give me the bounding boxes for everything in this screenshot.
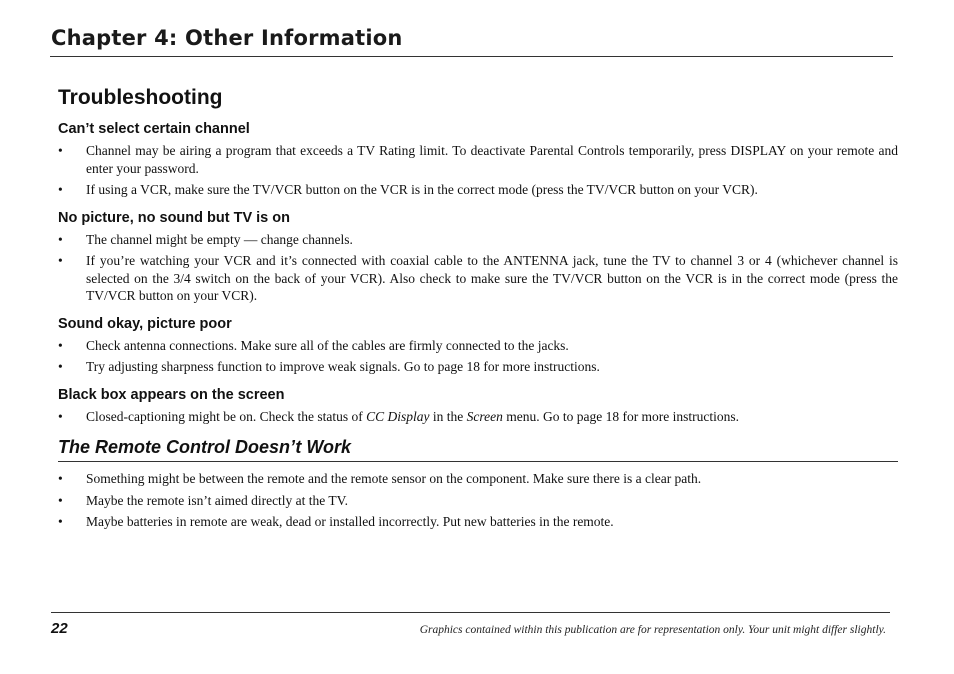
list-item-text-middle: in the — [429, 408, 467, 424]
bullet-icon: • — [58, 492, 63, 508]
list-item-text: The channel might be empty — change channels. — [86, 231, 353, 247]
page-number: 22 — [51, 620, 68, 637]
list-item-text: Maybe the remote isn’t aimed directly at the TV. — [86, 492, 349, 508]
list-item — [58, 492, 898, 510]
list-item — [58, 181, 898, 199]
list-item — [58, 231, 898, 249]
bullet-icon: • — [58, 471, 63, 486]
list-item-text: Try adjusting sharpness function to improve weak signals. Go to page 18 for more instructions. — [86, 359, 600, 374]
trouble-list — [58, 142, 898, 199]
remote-divider — [58, 461, 898, 462]
trouble-heading: Black box appears on the screen — [58, 386, 285, 403]
list-item-text: Maybe batteries in remote are weak, dead or installed incorrectly. Put new batteries in the remote. — [86, 514, 614, 529]
trouble-list — [58, 231, 898, 305]
bullet-icon: • — [58, 231, 63, 247]
list-item-text-after: menu. Go to page 18 for more instructions. — [502, 408, 740, 424]
trouble-list — [58, 408, 898, 426]
bullet-icon: • — [58, 253, 63, 268]
chapter-title: Chapter 4: Other Information — [51, 26, 403, 50]
list-item — [58, 408, 898, 426]
list-item-text: If you’re watching your VCR and it’s connected with coaxial cable to the ANTENNA jack, tune the TV to channel 3 or 4 (whichever channel is selected on the 3/4 switch on the back of your VCR). Also check to make sure the TV/VCR button on the VCR is in the correct mode (press the TV/VCR button on your VCR). — [86, 253, 898, 303]
list-item-text: If using a VCR, make sure the TV/VCR button on the VCR is in the correct mode (press the TV/VCR button on your VCR). — [86, 182, 758, 197]
list-item — [58, 142, 898, 177]
bullet-icon: • — [58, 408, 63, 424]
footer-divider — [51, 612, 890, 613]
trouble-group-black-box — [58, 386, 898, 426]
list-item-text-before: Closed-captioning might be on. Check the status of — [86, 408, 367, 424]
list-item — [58, 470, 898, 488]
bullet-icon: • — [58, 182, 63, 197]
trouble-list — [58, 337, 898, 376]
trouble-heading: No picture, no sound but TV is on — [58, 209, 290, 226]
list-item-text: Something might be between the remote and the remote sensor on the component. Make sure there is a clear path. — [86, 471, 702, 486]
list-item-text: Channel may be airing a program that exceeds a TV Rating limit. To deactivate Parental Controls temporarily, press DISPLAY on your remote and enter your password. — [86, 143, 898, 176]
remote-list — [58, 470, 898, 531]
footer-note: Graphics contained within this publication are for representation only. Your unit might differ slightly. — [419, 624, 886, 636]
page-content — [58, 84, 898, 535]
section-title-troubleshooting: Troubleshooting — [58, 86, 223, 109]
bullet-icon: • — [58, 514, 63, 529]
bullet-icon: • — [58, 337, 63, 353]
menu-item-name-cc-display: CC Display — [366, 408, 430, 424]
list-item-text: Check antenna connections. Make sure all of the cables are firmly connected to the jacks. — [86, 337, 569, 353]
bullet-icon: • — [58, 143, 63, 158]
section-title-remote: The Remote Control Doesn’t Work — [58, 437, 352, 457]
list-item — [58, 358, 898, 376]
trouble-group-no-picture — [58, 209, 898, 305]
list-item — [58, 513, 898, 531]
trouble-group-picture-poor — [58, 315, 898, 376]
chapter-divider — [50, 56, 893, 57]
bullet-icon: • — [58, 359, 63, 374]
list-item — [58, 252, 898, 305]
trouble-group-channel — [58, 120, 898, 199]
menu-name-screen: Screen — [466, 408, 503, 424]
trouble-heading: Can’t select certain channel — [58, 121, 250, 137]
list-item — [58, 337, 898, 355]
trouble-heading: Sound okay, picture poor — [58, 315, 232, 332]
